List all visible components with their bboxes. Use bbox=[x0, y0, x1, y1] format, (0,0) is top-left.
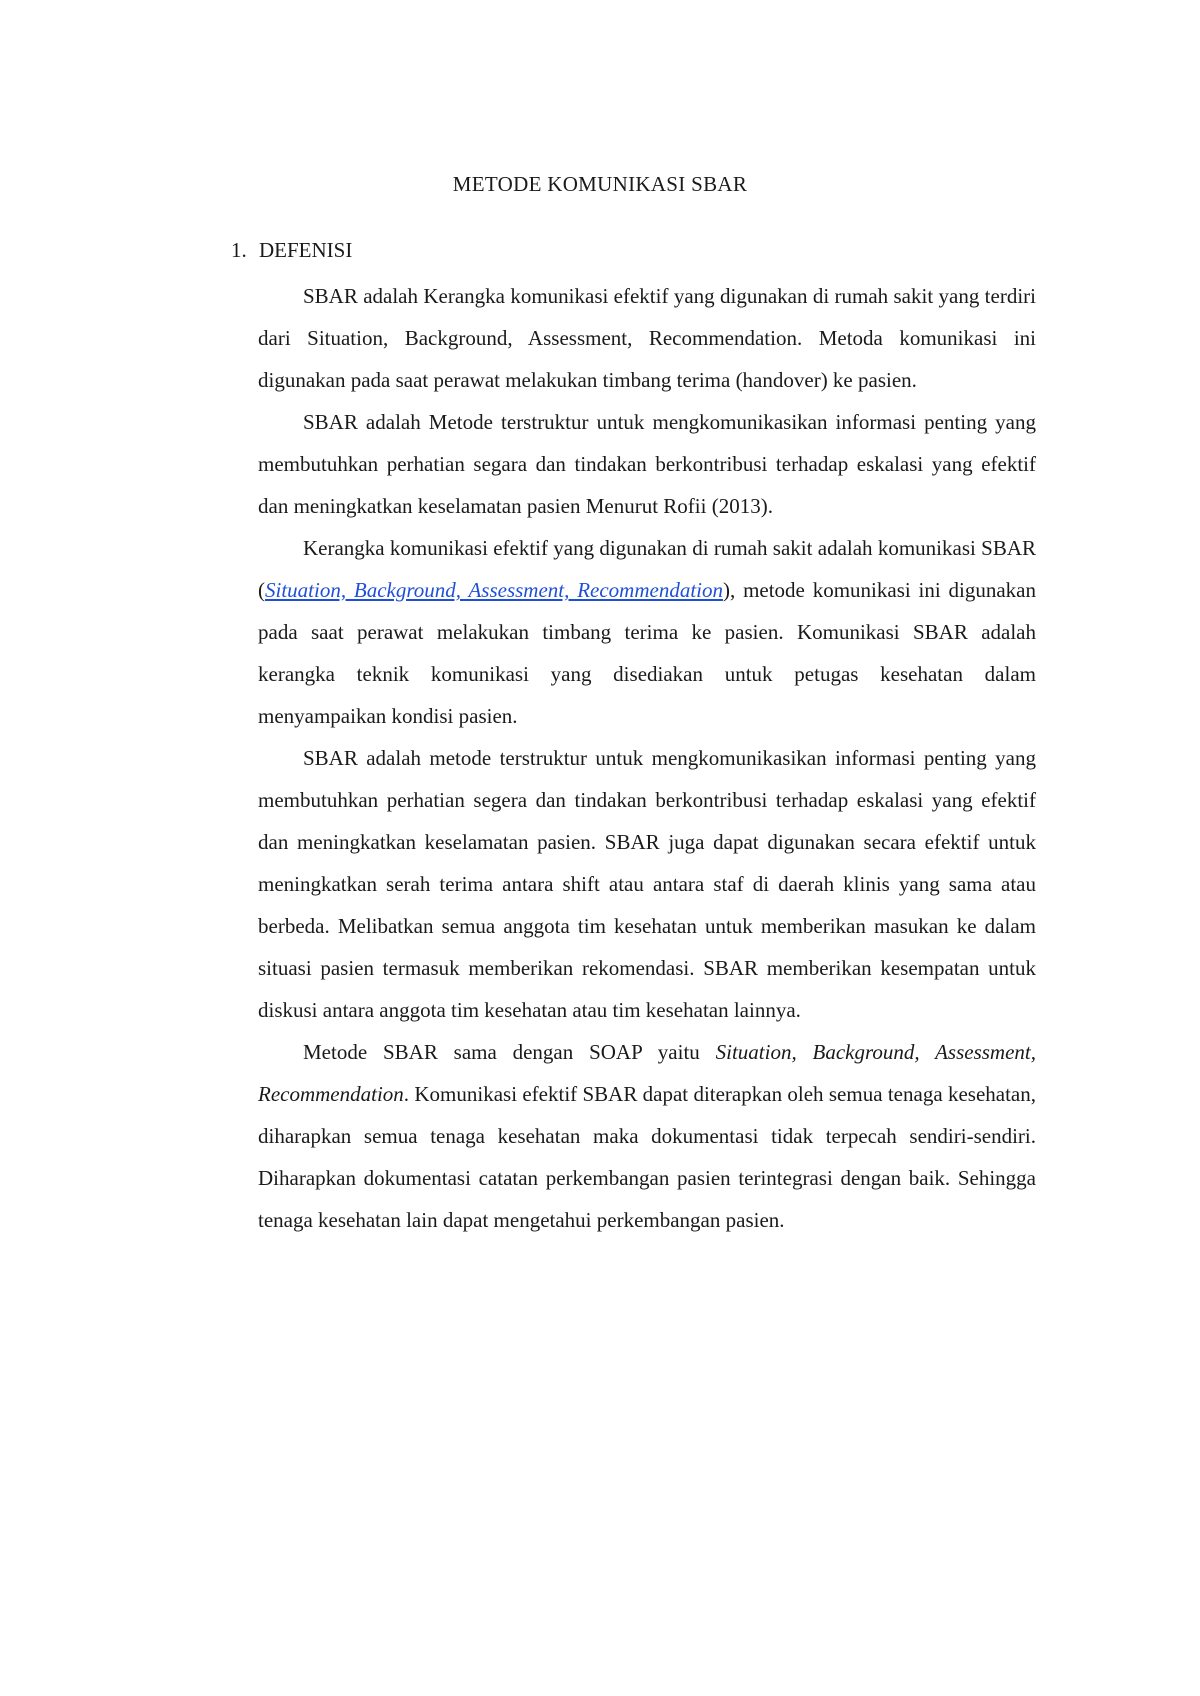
paragraph-4: SBAR adalah metode terstruktur untuk mengkomunikasikan informasi penting yang membutuhkan perhatian segera dan tindakan berkontribusi terhadap eskalasi yang efektif dan meningkatkan keselamatan pasien. SBAR juga dapat digunakan secara efektif untuk meningkatkan serah terima antara shift atau antara staf di daerah klinis yang sama atau berbeda. Melibatkan semua anggota tim kesehatan untuk memberikan masukan ke dalam situasi pasien termasuk memberikan rekomendasi. SBAR memberikan kesempatan untuk diskusi antara anggota tim kesehatan atau tim kesehatan lainnya. bbox=[258, 746, 1036, 1022]
section-body bbox=[258, 275, 1036, 1241]
section-number: 1. bbox=[231, 238, 247, 262]
section-heading bbox=[231, 238, 352, 263]
document-title: METODE KOMUNIKASI SBAR bbox=[452, 172, 748, 196]
section-heading-text: DEFENISI bbox=[259, 238, 353, 262]
paragraph-3-text-before: Kerangka komunikasi efektif yang digunakan di rumah sakit adalah komunikasi SBAR ( bbox=[258, 536, 1036, 602]
paragraph-2: SBAR adalah Metode terstruktur untuk mengkomunikasikan informasi penting yang membutuhkan perhatian segara dan tindakan berkontribusi terhadap eskalasi yang efektif dan meningkatkan keselamatan pasien Menurut Rofii (2013). bbox=[258, 410, 1036, 518]
paragraph-1: SBAR adalah Kerangka komunikasi efektif yang digunakan di rumah sakit yang terdiri dari Situation, Background, Assessment, Recommendation. Metoda komunikasi ini digunakan pada saat perawat melakukan timbang terima (handover) ke pasien. bbox=[258, 284, 1036, 392]
sbar-terms-link[interactable]: Situation, Background, Assessment, Recommendation bbox=[265, 578, 723, 602]
paragraph-5-text-before: Metode SBAR sama dengan SOAP yaitu bbox=[303, 1040, 716, 1064]
sbar-terms-italic: Situation, Background, Assessment, Recommendation bbox=[258, 1040, 1036, 1106]
paragraph-3 bbox=[258, 527, 1036, 737]
paragraph-5-text-after: . Komunikasi efektif SBAR dapat diterapkan oleh semua tenaga kesehatan, diharapkan semua tenaga kesehatan maka dokumentasi tidak terpecah sendiri-sendiri. Diharapkan dokumentasi catatan perkembangan pasien terintegrasi dengan baik. Sehingga tenaga kesehatan lain dapat mengetahui perkembangan pasien. bbox=[258, 1082, 1036, 1232]
paragraph-3-text-after: ), metode komunikasi ini digunakan pada saat perawat melakukan timbang terima ke pasien. Komunikasi SBAR adalah kerangka teknik komunikasi yang disediakan untuk petugas kesehatan dalam menyampaikan kondisi pasien. bbox=[258, 578, 1036, 728]
paragraph-5 bbox=[258, 1031, 1036, 1241]
